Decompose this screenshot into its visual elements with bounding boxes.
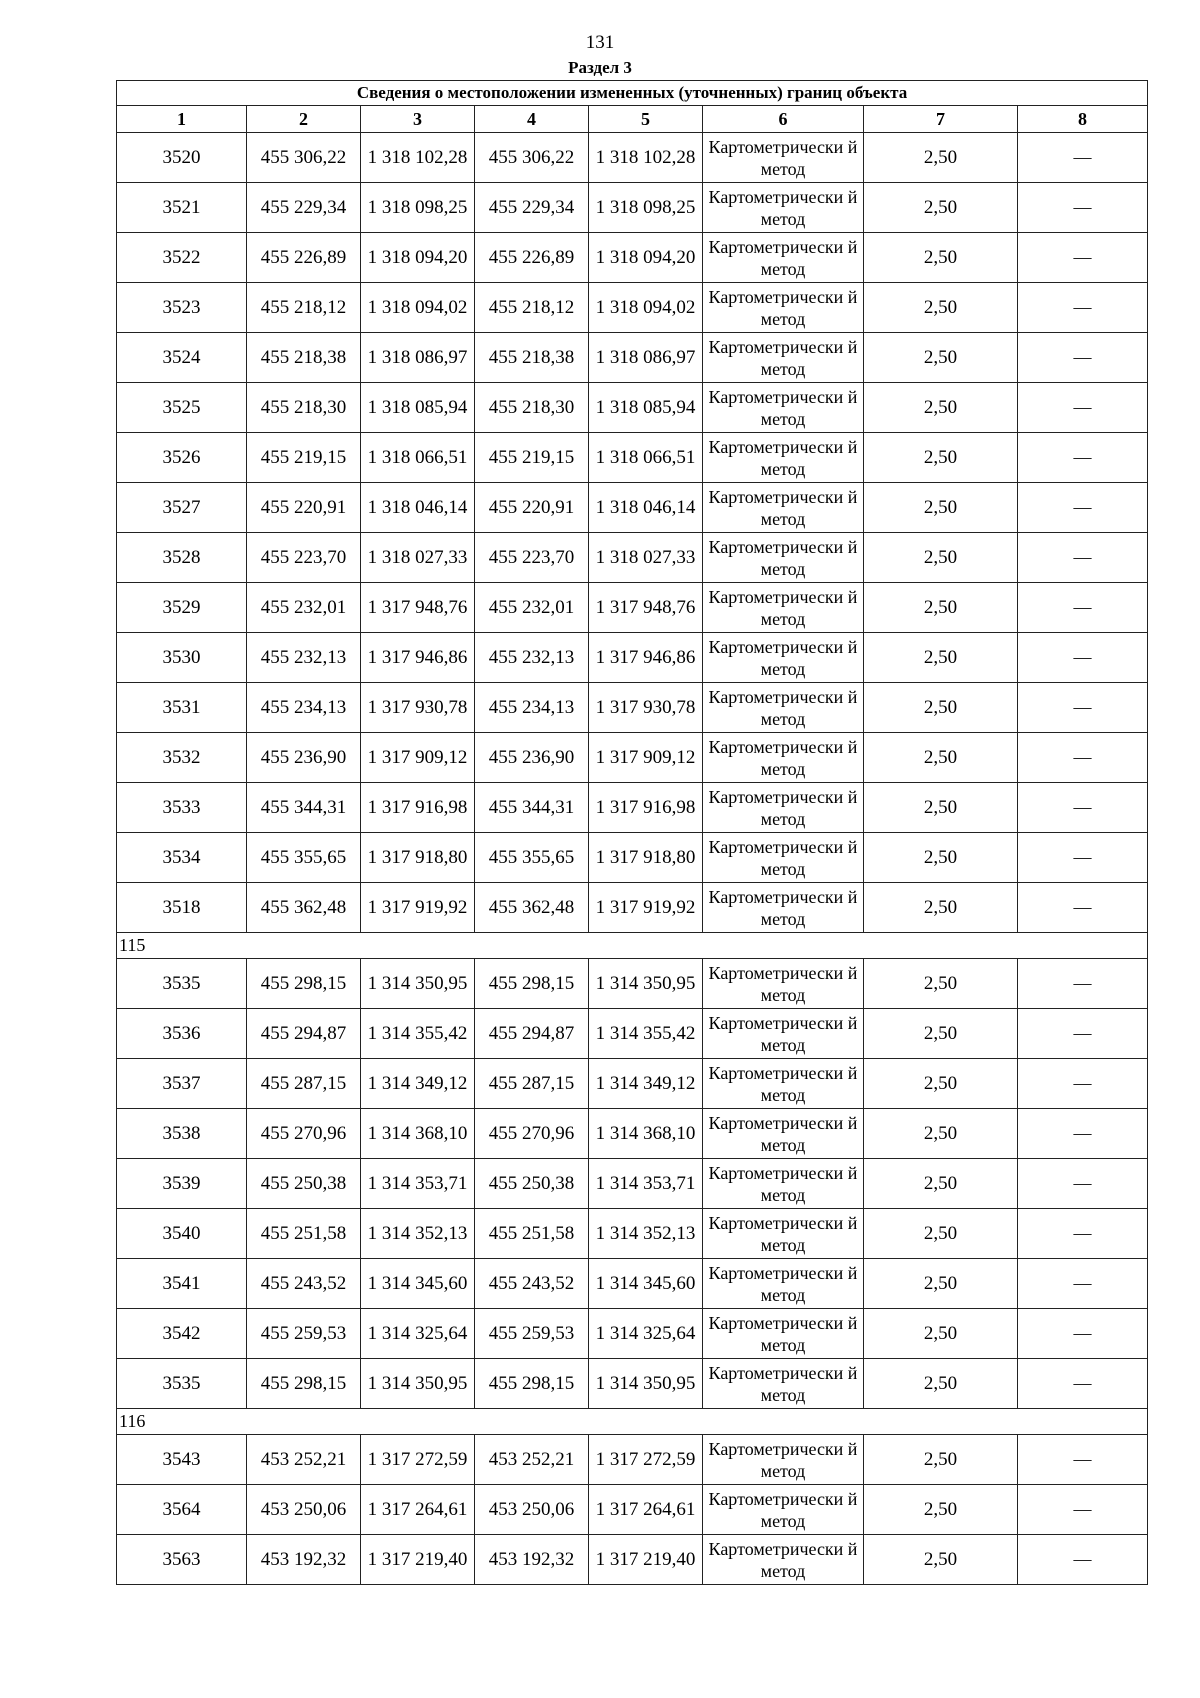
cell-x-new: 455 218,38: [475, 333, 589, 383]
cell-y-new: 1 317 948,76: [589, 583, 703, 633]
group-header-row: [117, 933, 1148, 959]
cell-x-new: 455 355,65: [475, 833, 589, 883]
cell-accuracy: 2,50: [864, 683, 1018, 733]
cell-y-existing: 1 317 272,59: [361, 1435, 475, 1485]
cell-point-number: 3520: [117, 133, 247, 183]
cell-description: —: [1018, 583, 1148, 633]
cell-point-number: 3518: [117, 883, 247, 933]
cell-y-existing: 1 318 027,33: [361, 533, 475, 583]
cell-y-new: 1 318 085,94: [589, 383, 703, 433]
cell-description: —: [1018, 1485, 1148, 1535]
cell-accuracy: 2,50: [864, 1309, 1018, 1359]
cell-point-number: 3523: [117, 283, 247, 333]
cell-x-new: 455 287,15: [475, 1059, 589, 1109]
cell-x-existing: 453 192,32: [247, 1535, 361, 1585]
boundary-coordinates-table: [116, 80, 1148, 1585]
cell-x-existing: 455 306,22: [247, 133, 361, 183]
cell-method: Картометрически й метод: [703, 433, 864, 483]
cell-method: Картометрически й метод: [703, 883, 864, 933]
cell-method: Картометрически й метод: [703, 183, 864, 233]
cell-x-existing: 455 294,87: [247, 1009, 361, 1059]
table-row: [117, 433, 1148, 483]
table-row: [117, 483, 1148, 533]
cell-y-new: 1 314 355,42: [589, 1009, 703, 1059]
cell-method: Картометрически й метод: [703, 1259, 864, 1309]
cell-y-existing: 1 317 909,12: [361, 733, 475, 783]
cell-accuracy: 2,50: [864, 1485, 1018, 1535]
cell-x-new: 455 259,53: [475, 1309, 589, 1359]
cell-y-new: 1 314 368,10: [589, 1109, 703, 1159]
cell-x-existing: 455 287,15: [247, 1059, 361, 1109]
cell-point-number: 3542: [117, 1309, 247, 1359]
cell-x-new: 455 229,34: [475, 183, 589, 233]
cell-x-existing: 455 218,38: [247, 333, 361, 383]
cell-y-existing: 1 314 350,95: [361, 1359, 475, 1409]
cell-y-existing: 1 317 916,98: [361, 783, 475, 833]
cell-x-existing: 455 218,30: [247, 383, 361, 433]
cell-accuracy: 2,50: [864, 633, 1018, 683]
cell-x-existing: 455 355,65: [247, 833, 361, 883]
cell-accuracy: 2,50: [864, 883, 1018, 933]
cell-description: —: [1018, 433, 1148, 483]
cell-y-new: 1 318 094,20: [589, 233, 703, 283]
cell-method: Картометрически й метод: [703, 783, 864, 833]
cell-point-number: 3538: [117, 1109, 247, 1159]
cell-method: Картометрически й метод: [703, 683, 864, 733]
cell-point-number: 3536: [117, 1009, 247, 1059]
table-title-row: [117, 81, 1148, 106]
cell-accuracy: 2,50: [864, 133, 1018, 183]
cell-description: —: [1018, 1209, 1148, 1259]
cell-description: —: [1018, 533, 1148, 583]
cell-y-existing: 1 317 930,78: [361, 683, 475, 733]
cell-description: —: [1018, 1159, 1148, 1209]
cell-x-new: 455 243,52: [475, 1259, 589, 1309]
cell-method: Картометрически й метод: [703, 233, 864, 283]
cell-method: Картометрически й метод: [703, 583, 864, 633]
cell-point-number: 3528: [117, 533, 247, 583]
cell-accuracy: 2,50: [864, 733, 1018, 783]
cell-method: Картометрически й метод: [703, 1109, 864, 1159]
cell-y-existing: 1 314 352,13: [361, 1209, 475, 1259]
column-number-7: 7: [864, 106, 1018, 133]
cell-y-existing: 1 314 350,95: [361, 959, 475, 1009]
cell-y-new: 1 318 102,28: [589, 133, 703, 183]
cell-y-new: 1 314 350,95: [589, 1359, 703, 1409]
cell-x-new: 455 294,87: [475, 1009, 589, 1059]
table-row: [117, 283, 1148, 333]
cell-point-number: 3540: [117, 1209, 247, 1259]
cell-accuracy: 2,50: [864, 1435, 1018, 1485]
table-row: [117, 1109, 1148, 1159]
cell-description: —: [1018, 233, 1148, 283]
cell-description: —: [1018, 959, 1148, 1009]
cell-y-existing: 1 317 946,86: [361, 633, 475, 683]
cell-x-existing: 455 218,12: [247, 283, 361, 333]
cell-x-new: 453 250,06: [475, 1485, 589, 1535]
cell-y-new: 1 314 350,95: [589, 959, 703, 1009]
cell-point-number: 3535: [117, 959, 247, 1009]
cell-accuracy: 2,50: [864, 233, 1018, 283]
table-row: [117, 733, 1148, 783]
cell-description: —: [1018, 1259, 1148, 1309]
group-label: 115: [117, 933, 1148, 959]
cell-method: Картометрически й метод: [703, 1159, 864, 1209]
cell-y-existing: 1 314 355,42: [361, 1009, 475, 1059]
cell-x-new: 455 250,38: [475, 1159, 589, 1209]
cell-y-new: 1 317 219,40: [589, 1535, 703, 1585]
cell-x-new: 455 232,13: [475, 633, 589, 683]
cell-y-new: 1 317 946,86: [589, 633, 703, 683]
cell-y-new: 1 318 086,97: [589, 333, 703, 383]
table-row: [117, 1359, 1148, 1409]
cell-y-existing: 1 317 264,61: [361, 1485, 475, 1535]
cell-method: Картометрически й метод: [703, 1535, 864, 1585]
table-row: [117, 1059, 1148, 1109]
cell-description: —: [1018, 683, 1148, 733]
cell-x-existing: 455 232,13: [247, 633, 361, 683]
cell-y-existing: 1 318 102,28: [361, 133, 475, 183]
cell-point-number: 3531: [117, 683, 247, 733]
cell-point-number: 3530: [117, 633, 247, 683]
cell-accuracy: 2,50: [864, 583, 1018, 633]
group-label: 116: [117, 1409, 1148, 1435]
cell-y-new: 1 318 066,51: [589, 433, 703, 483]
cell-description: —: [1018, 1309, 1148, 1359]
cell-y-existing: 1 314 368,10: [361, 1109, 475, 1159]
cell-y-existing: 1 318 094,02: [361, 283, 475, 333]
cell-x-existing: 455 226,89: [247, 233, 361, 283]
cell-y-new: 1 314 352,13: [589, 1209, 703, 1259]
cell-description: —: [1018, 333, 1148, 383]
cell-description: —: [1018, 1059, 1148, 1109]
table-row: [117, 383, 1148, 433]
cell-point-number: 3524: [117, 333, 247, 383]
table-row: [117, 1209, 1148, 1259]
table-row: [117, 959, 1148, 1009]
cell-accuracy: 2,50: [864, 1535, 1018, 1585]
column-number-6: 6: [703, 106, 864, 133]
cell-point-number: 3543: [117, 1435, 247, 1485]
cell-y-existing: 1 318 094,20: [361, 233, 475, 283]
cell-x-new: 455 298,15: [475, 959, 589, 1009]
cell-x-existing: 455 243,52: [247, 1259, 361, 1309]
cell-method: Картометрически й метод: [703, 483, 864, 533]
table-row: [117, 133, 1148, 183]
group-header-row: [117, 1409, 1148, 1435]
cell-y-new: 1 318 046,14: [589, 483, 703, 533]
cell-y-existing: 1 318 086,97: [361, 333, 475, 383]
cell-point-number: 3534: [117, 833, 247, 883]
cell-method: Картометрически й метод: [703, 733, 864, 783]
cell-y-existing: 1 318 098,25: [361, 183, 475, 233]
cell-x-new: 455 362,48: [475, 883, 589, 933]
cell-method: Картометрически й метод: [703, 283, 864, 333]
cell-method: Картометрически й метод: [703, 1435, 864, 1485]
cell-accuracy: 2,50: [864, 433, 1018, 483]
cell-x-new: 455 223,70: [475, 533, 589, 583]
cell-point-number: 3541: [117, 1259, 247, 1309]
cell-description: —: [1018, 183, 1148, 233]
cell-x-existing: 455 298,15: [247, 1359, 361, 1409]
cell-method: Картометрически й метод: [703, 959, 864, 1009]
cell-description: —: [1018, 1535, 1148, 1585]
cell-point-number: 3526: [117, 433, 247, 483]
cell-y-new: 1 317 272,59: [589, 1435, 703, 1485]
table-row: [117, 783, 1148, 833]
cell-method: Картометрически й метод: [703, 1359, 864, 1409]
cell-description: —: [1018, 1359, 1148, 1409]
cell-accuracy: 2,50: [864, 1159, 1018, 1209]
table-row: [117, 1435, 1148, 1485]
cell-method: Картометрически й метод: [703, 383, 864, 433]
cell-point-number: 3527: [117, 483, 247, 533]
cell-x-new: 455 232,01: [475, 583, 589, 633]
cell-point-number: 3521: [117, 183, 247, 233]
cell-description: —: [1018, 483, 1148, 533]
cell-x-new: 455 220,91: [475, 483, 589, 533]
table-row: [117, 833, 1148, 883]
cell-method: Картометрически й метод: [703, 333, 864, 383]
column-number-2: 2: [247, 106, 361, 133]
cell-x-new: 453 252,21: [475, 1435, 589, 1485]
cell-y-new: 1 318 094,02: [589, 283, 703, 333]
cell-x-new: 455 218,12: [475, 283, 589, 333]
cell-y-new: 1 314 325,64: [589, 1309, 703, 1359]
cell-point-number: 3529: [117, 583, 247, 633]
cell-point-number: 3535: [117, 1359, 247, 1409]
cell-y-new: 1 318 098,25: [589, 183, 703, 233]
cell-y-existing: 1 317 918,80: [361, 833, 475, 883]
column-number-row: [117, 106, 1148, 133]
cell-description: —: [1018, 283, 1148, 333]
cell-x-new: 455 251,58: [475, 1209, 589, 1259]
cell-x-existing: 455 250,38: [247, 1159, 361, 1209]
cell-description: —: [1018, 883, 1148, 933]
cell-point-number: 3563: [117, 1535, 247, 1585]
cell-description: —: [1018, 383, 1148, 433]
cell-x-existing: 455 251,58: [247, 1209, 361, 1259]
cell-y-new: 1 317 930,78: [589, 683, 703, 733]
cell-description: —: [1018, 1109, 1148, 1159]
cell-x-existing: 455 259,53: [247, 1309, 361, 1359]
cell-description: —: [1018, 783, 1148, 833]
cell-x-new: 455 219,15: [475, 433, 589, 483]
table-row: [117, 583, 1148, 633]
table-row: [117, 333, 1148, 383]
cell-accuracy: 2,50: [864, 1359, 1018, 1409]
column-number-3: 3: [361, 106, 475, 133]
cell-description: —: [1018, 1009, 1148, 1059]
cell-x-new: 455 218,30: [475, 383, 589, 433]
cell-x-existing: 455 232,01: [247, 583, 361, 633]
cell-point-number: 3525: [117, 383, 247, 433]
table-row: [117, 183, 1148, 233]
table-body: [117, 81, 1148, 1585]
cell-accuracy: 2,50: [864, 1059, 1018, 1109]
table-row: [117, 533, 1148, 583]
cell-x-new: 455 236,90: [475, 733, 589, 783]
cell-point-number: 3532: [117, 733, 247, 783]
cell-x-existing: 455 229,34: [247, 183, 361, 233]
cell-x-existing: 455 270,96: [247, 1109, 361, 1159]
cell-accuracy: 2,50: [864, 833, 1018, 883]
cell-description: —: [1018, 733, 1148, 783]
section-title: Раздел 3: [568, 58, 632, 77]
table-row: [117, 1535, 1148, 1585]
cell-y-existing: 1 317 948,76: [361, 583, 475, 633]
cell-accuracy: 2,50: [864, 1109, 1018, 1159]
cell-x-existing: 455 220,91: [247, 483, 361, 533]
cell-x-new: 453 192,32: [475, 1535, 589, 1585]
column-number-1: 1: [117, 106, 247, 133]
cell-accuracy: 2,50: [864, 533, 1018, 583]
cell-point-number: 3522: [117, 233, 247, 283]
cell-y-existing: 1 317 219,40: [361, 1535, 475, 1585]
table-row: [117, 683, 1148, 733]
cell-y-existing: 1 314 349,12: [361, 1059, 475, 1109]
cell-accuracy: 2,50: [864, 283, 1018, 333]
table-row: [117, 1485, 1148, 1535]
cell-description: —: [1018, 833, 1148, 883]
cell-x-existing: 455 219,15: [247, 433, 361, 483]
table-row: [117, 883, 1148, 933]
cell-description: —: [1018, 633, 1148, 683]
cell-y-new: 1 317 264,61: [589, 1485, 703, 1535]
cell-y-new: 1 314 353,71: [589, 1159, 703, 1209]
cell-accuracy: 2,50: [864, 183, 1018, 233]
cell-method: Картометрически й метод: [703, 1209, 864, 1259]
table-row: [117, 1309, 1148, 1359]
cell-y-new: 1 317 909,12: [589, 733, 703, 783]
cell-y-new: 1 317 916,98: [589, 783, 703, 833]
cell-x-existing: 453 252,21: [247, 1435, 361, 1485]
cell-x-new: 455 306,22: [475, 133, 589, 183]
cell-x-new: 455 226,89: [475, 233, 589, 283]
cell-accuracy: 2,50: [864, 1209, 1018, 1259]
cell-y-existing: 1 318 085,94: [361, 383, 475, 433]
cell-y-existing: 1 314 345,60: [361, 1259, 475, 1309]
cell-method: Картометрически й метод: [703, 633, 864, 683]
cell-point-number: 3533: [117, 783, 247, 833]
cell-accuracy: 2,50: [864, 783, 1018, 833]
cell-accuracy: 2,50: [864, 333, 1018, 383]
table-title: Сведения о местоположении измененных (уточненных) границ объекта: [117, 81, 1148, 106]
page-number: 131: [585, 32, 615, 53]
cell-method: Картометрически й метод: [703, 1059, 864, 1109]
cell-description: —: [1018, 133, 1148, 183]
column-number-4: 4: [475, 106, 589, 133]
column-number-8: 8: [1018, 106, 1148, 133]
table-row: [117, 1259, 1148, 1309]
table-row: [117, 1159, 1148, 1209]
cell-y-new: 1 314 349,12: [589, 1059, 703, 1109]
column-number-5: 5: [589, 106, 703, 133]
cell-y-new: 1 317 919,92: [589, 883, 703, 933]
cell-method: Картометрически й метод: [703, 1485, 864, 1535]
cell-description: —: [1018, 1435, 1148, 1485]
cell-point-number: 3539: [117, 1159, 247, 1209]
cell-method: Картометрически й метод: [703, 833, 864, 883]
cell-x-existing: 453 250,06: [247, 1485, 361, 1535]
cell-y-existing: 1 314 353,71: [361, 1159, 475, 1209]
cell-y-new: 1 318 027,33: [589, 533, 703, 583]
cell-point-number: 3537: [117, 1059, 247, 1109]
cell-y-new: 1 314 345,60: [589, 1259, 703, 1309]
cell-y-existing: 1 314 325,64: [361, 1309, 475, 1359]
cell-method: Картометрически й метод: [703, 1309, 864, 1359]
cell-x-existing: 455 298,15: [247, 959, 361, 1009]
cell-accuracy: 2,50: [864, 383, 1018, 433]
cell-accuracy: 2,50: [864, 959, 1018, 1009]
cell-y-existing: 1 318 046,14: [361, 483, 475, 533]
cell-y-new: 1 317 918,80: [589, 833, 703, 883]
cell-accuracy: 2,50: [864, 1259, 1018, 1309]
cell-x-new: 455 344,31: [475, 783, 589, 833]
cell-method: Картометрически й метод: [703, 1009, 864, 1059]
table-row: [117, 633, 1148, 683]
cell-accuracy: 2,50: [864, 1009, 1018, 1059]
cell-y-existing: 1 318 066,51: [361, 433, 475, 483]
cell-x-new: 455 234,13: [475, 683, 589, 733]
cell-x-existing: 455 223,70: [247, 533, 361, 583]
table-row: [117, 1009, 1148, 1059]
cell-method: Картометрически й метод: [703, 133, 864, 183]
cell-x-existing: 455 344,31: [247, 783, 361, 833]
table-row: [117, 233, 1148, 283]
cell-method: Картометрически й метод: [703, 533, 864, 583]
cell-x-existing: 455 234,13: [247, 683, 361, 733]
cell-x-existing: 455 362,48: [247, 883, 361, 933]
cell-x-existing: 455 236,90: [247, 733, 361, 783]
cell-y-existing: 1 317 919,92: [361, 883, 475, 933]
cell-point-number: 3564: [117, 1485, 247, 1535]
cell-accuracy: 2,50: [864, 483, 1018, 533]
cell-x-new: 455 298,15: [475, 1359, 589, 1409]
cell-x-new: 455 270,96: [475, 1109, 589, 1159]
